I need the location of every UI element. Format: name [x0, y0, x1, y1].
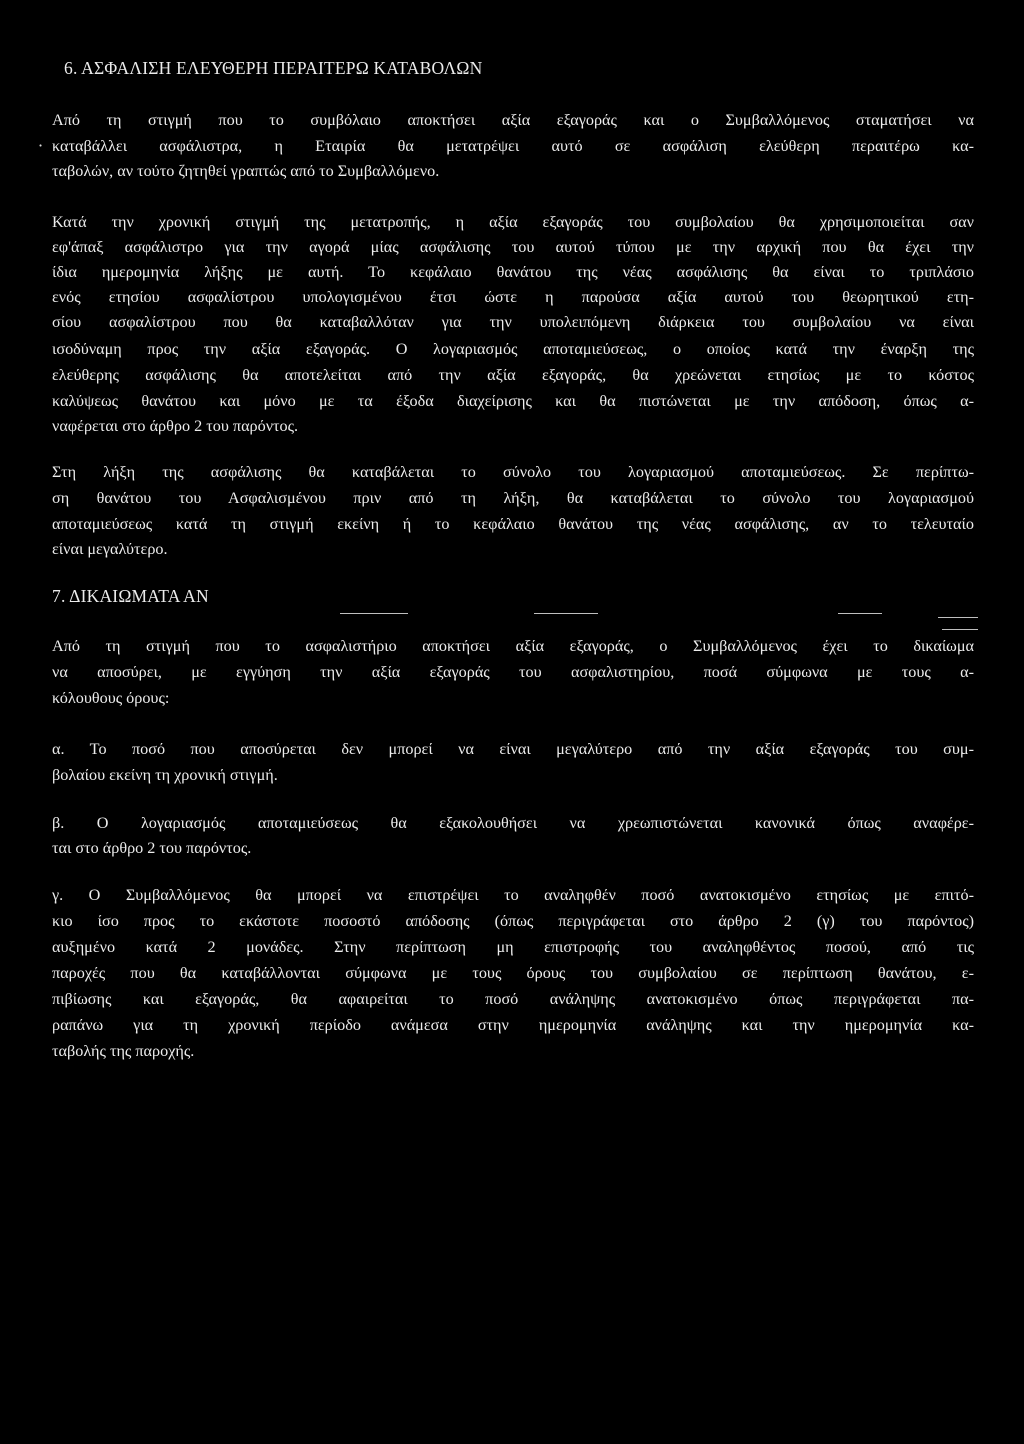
text-line: καλύψεως θανάτου και μόνο με τα έξοδα διαχείρισης και θα πιστώνεται με την απόδοση, όπως α-: [52, 392, 974, 410]
list-item-c: παροχές που θα καταβάλλονται σύμφωνα με τους όρους του συμβολαίου σε περίπτωση θανάτου, ε-: [52, 964, 974, 982]
scan-artifact-rule: [938, 617, 978, 618]
text-line: να αποσύρει, με εγγύηση την αξία εξαγοράς του ασφαλιστηρίου, ποσά σύμφωνα με τους α-: [52, 663, 974, 681]
scan-artifact-rule: [534, 613, 598, 614]
text-line: Κατά την χρονική στιγμή της μετατροπής, η αξία εξαγοράς του συμβολαίου θα χρησιμοποιείται σαν: [52, 213, 974, 231]
list-item-c: πιβίωσης και εξαγοράς, θα αφαιρείται το ποσό ανάληψης ανατοκισμένο όπως περιγράφεται πα-: [52, 990, 974, 1008]
text-line: ση θανάτου του Ασφαλισμένου πριν από τη λήξη, θα καταβάλεται το σύνολο του λογαριασμού: [52, 489, 974, 507]
list-item-a: α. Το ποσό που αποσύρεται δεν μπορεί να είναι μεγαλύτερο από την αξία εξαγοράς του συμ-: [52, 740, 974, 758]
list-item-c: κιο ίσο προς το εκάστοτε ποσοστό απόδοσης (όπως περιγράφεται στο άρθρο 2 (γ) του παρόντος): [52, 912, 974, 930]
text-line: ίδια ημερομηνία λήξης με αυτή. Το κεφάλαιο θανάτου της νέας ασφάλισης θα είναι το τριπλάσιο: [52, 263, 974, 281]
text-line: ταβολών, αν τούτο ζητηθεί γραπτώς από το Συμβαλλόμενο.: [52, 162, 440, 180]
list-item-c: ραπάνω για τη χρονική περίοδο ανάμεσα στην ημερομηνία ανάληψης και την ημερομηνία κα-: [52, 1016, 974, 1034]
section-7-heading: 7. ΔΙΚΑΙΩΜΑΤΑ ΑΝ: [52, 586, 209, 606]
text-line: ισοδύναμη προς την αξία εξαγοράς. Ο λογαριασμός αποταμιεύσεως, ο οποίος κατά την έναρξη της: [52, 340, 974, 358]
text-line: εφ'άπαξ ασφάλιστρο για την αγορά μίας ασφάλισης του αυτού τύπου με την αρχική που θα έχει την: [52, 238, 974, 256]
text-line: ελεύθερης ασφάλισης θα αποτελείται από την αξία εξαγοράς, θα χρεώνεται ετησίως με το κόστος: [52, 366, 974, 384]
scan-artifact-rule: [942, 629, 978, 630]
scan-artifact-rule: [340, 613, 408, 614]
list-item-c: γ. Ο Συμβαλλόμενος θα μπορεί να επιστρέψει το αναληφθέν ποσό ανατοκισμένο ετησίως με επιτό-: [52, 886, 974, 904]
margin-dot: ·: [38, 136, 44, 155]
list-item-b: ται στο άρθρο 2 του παρόντος.: [52, 839, 252, 857]
list-item-b: β. Ο λογαριασμός αποταμιεύσεως θα εξακολουθήσει να χρεωπιστώνεται κανονικά όπως αναφέρε-: [52, 814, 974, 832]
text-line: είναι μεγαλύτερο.: [52, 540, 168, 558]
text-line: σίου ασφαλίστρου που θα καταβαλλόταν για την υπολειπόμενη διάρκεια του συμβολαίου να είναι: [52, 313, 974, 331]
scan-artifact-rule: [838, 613, 882, 614]
list-item-c: ταβολής της παροχής.: [52, 1042, 195, 1060]
list-item-a: βολαίου εκείνη τη χρονική στιγμή.: [52, 766, 278, 784]
text-line: ναφέρεται στο άρθρο 2 του παρόντος.: [52, 417, 299, 435]
text-line: καταβάλλει ασφάλιστρα, η Εταιρία θα μετατρέψει αυτό σε ασφάλιση ελεύθερη περαιτέρω κα-: [52, 137, 974, 155]
text-line: Από τη στιγμή που το ασφαλιστήριο αποκτήσει αξία εξαγοράς, ο Συμβαλλόμενος έχει το δικαίωμα: [52, 637, 974, 655]
text-line: ενός ετησίου ασφαλίστρου υπολογισμένου έτσι ώστε η παρούσα αξία αυτού του θεωρητικού ετη-: [52, 288, 974, 306]
text-line: Στη λήξη της ασφάλισης θα καταβάλεται το σύνολο του λογαριασμού αποταμιεύσεως. Σε περίπτω-: [52, 463, 974, 481]
text-line: κόλουθους όρους:: [52, 689, 170, 707]
list-item-c: αυξημένο κατά 2 μονάδες. Στην περίπτωση μη επιστροφής του αναληφθέντος ποσού, από τις: [52, 938, 974, 956]
text-line: Από τη στιγμή που το συμβόλαιο αποκτήσει αξία εξαγοράς και ο Συμβαλλόμενος σταματήσει να: [52, 111, 974, 129]
text-line: αποταμιεύσεως κατά τη στιγμή εκείνη ή το κεφάλαιο θανάτου της νέας ασφάλισης, αν το τελευταίο: [52, 515, 974, 533]
section-6-heading: 6. ΑΣΦΑΛΙΣΗ ΕΛΕΥΘΕΡΗ ΠΕΡΑΙΤΕΡΩ ΚΑΤΑΒΟΛΩΝ: [64, 58, 483, 78]
